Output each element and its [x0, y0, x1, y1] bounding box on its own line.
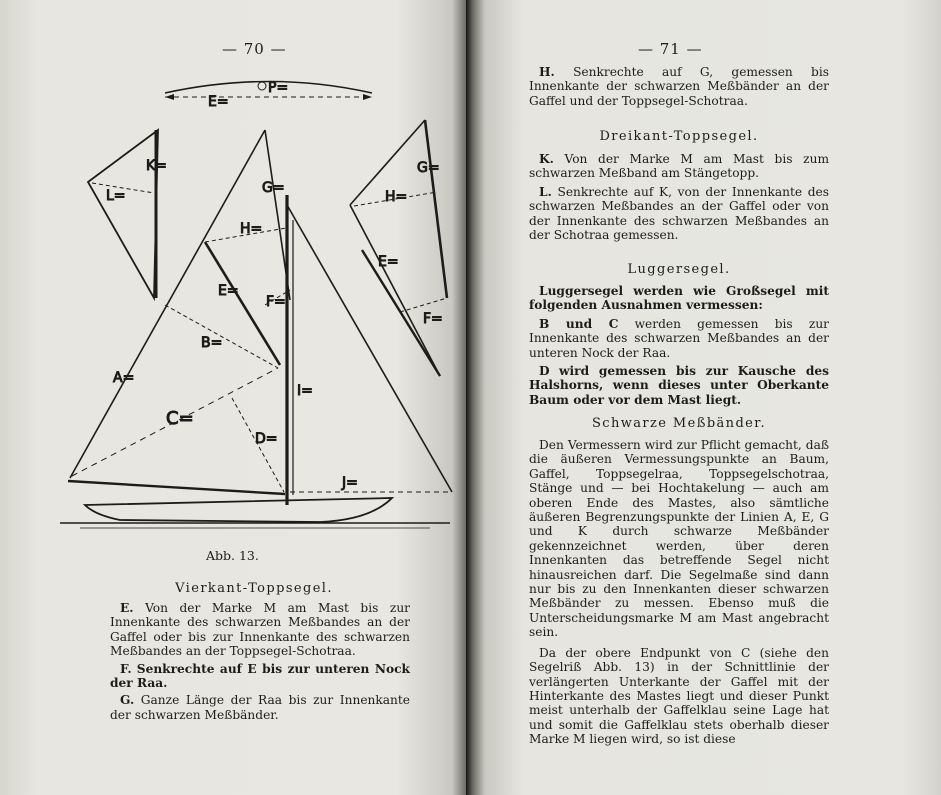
label-h: H= [240, 221, 263, 237]
lugger-block [529, 284, 829, 407]
paragraph-b-c: B und C werden gemessen bis zur Innenkante des schwarzen Meßbandes an der unteren Nock der Raa. [529, 316, 829, 360]
schwarze-block [529, 438, 829, 747]
label-l: L= [106, 188, 126, 204]
label-i: I= [297, 383, 313, 399]
figure-caption: Abb. 13. [206, 548, 259, 563]
label-g-topsail: G= [417, 160, 440, 176]
paragraph-f: F. Senkrechte auf E bis zur unteren Nock der Raa. [110, 661, 410, 691]
label-h-topsail: H= [385, 189, 408, 205]
page-number-right: — 71 — [638, 40, 703, 58]
paragraph-schwarze-2: Da der obere Endpunkt von C (siehe den Segelriß Abb. 13) in der Schnittlinie der verlängerten Unterkante der Gaffel mit der Hinterkante des Mastes liegt und dieser Punkt meist unterhalb der Gaffelklau seine Lage hat und somit die Gaffelklau stets oberhalb dieser Marke M liegen wird, so ist diese [529, 645, 829, 747]
label-top-e: E= [208, 94, 229, 110]
paragraph-k: K. Von der Marke M am Mast bis zum schwarzen Meßband am Stängetopp. [529, 152, 830, 181]
paragraph-e: E. Von der Marke M am Mast bis zur Innenkante des schwarzen Meßbandes an der Gaffel oder bis zur Innenkante des schwarzen Meßbandes an der Toppsegel-Schotraa. [110, 601, 411, 659]
label-a: A= [113, 370, 135, 386]
heading-lugger: Luggersegel. [627, 262, 731, 277]
page-number-left: — 70 — [222, 40, 287, 58]
label-g: G= [262, 180, 285, 196]
left-page [0, 0, 466, 795]
label-b: B= [201, 335, 223, 351]
heading-dreikant: Dreikant-Toppsegel. [599, 129, 759, 144]
label-e-topsail: E= [378, 254, 399, 270]
label-d: D= [255, 431, 278, 447]
label-f: F= [266, 294, 286, 310]
paragraph-h: H. Senkrechte auf G, gemessen bis Innenkante der schwarzen Meßbänder an der Gaffel und der Toppsegel-Schotraa. [529, 65, 830, 108]
label-j: J= [342, 475, 358, 491]
left-text-block [110, 601, 410, 722]
paragraph-d: D wird gemessen bis zur Kausche des Halshorns, wenn dieses unter Oberkante Baum oder vor dem Mast liegt. [529, 364, 830, 407]
paragraph-lugger-intro: Luggersegel werden wie Großsegel mit folgenden Ausnahmen vermessen: [529, 284, 829, 313]
label-c: C= [166, 408, 194, 429]
label-top-p: P= [268, 80, 289, 96]
dreikant-block [529, 152, 829, 242]
paragraph-l: L. Senkrechte auf K, von der Innenkante des schwarzen Meßbandes an der Gaffel oder von der Innenkante des schwarzen Meßbandes an der Schotraa gemessen. [529, 184, 829, 243]
sail-plan-figure [0, 0, 466, 545]
label-k: K= [146, 158, 167, 174]
paragraph-schwarze-1: Den Vermessern wird zur Pflicht gemacht, daß die äußeren Vermessungspunkte an Baum, Gaffel, Toppsegelraa, Toppsegelschotraa, Stänge und — bei Hochtakelung — auch am oberen Ende des Mastes, also sämtliche äußeren Begrenzungspunkte der Linien A, E, G und K durch schwarze Meßbänder gekennzeichnet werden, über deren Innenkanten das betreffende Segel nicht hinausreichen darf. Die Segelmaße sind dann nur bis zu den Innenkanten dieser schwarzen Meßbänder zu messen. Ebenso muß die Unterscheidungsmarke M am Mast angebracht sein. [529, 438, 829, 640]
label-e: E= [218, 283, 239, 299]
heading-vierkant: Vierkant-Toppsegel. [175, 581, 333, 596]
right-page [466, 0, 941, 795]
right-intro [529, 65, 829, 108]
label-f-topsail: F= [423, 311, 443, 327]
paragraph-g: G. Ganze Länge der Raa bis zur Innenkante der schwarzen Meßbänder. [110, 693, 410, 722]
heading-schwarze: Schwarze Meßbänder. [592, 416, 766, 431]
